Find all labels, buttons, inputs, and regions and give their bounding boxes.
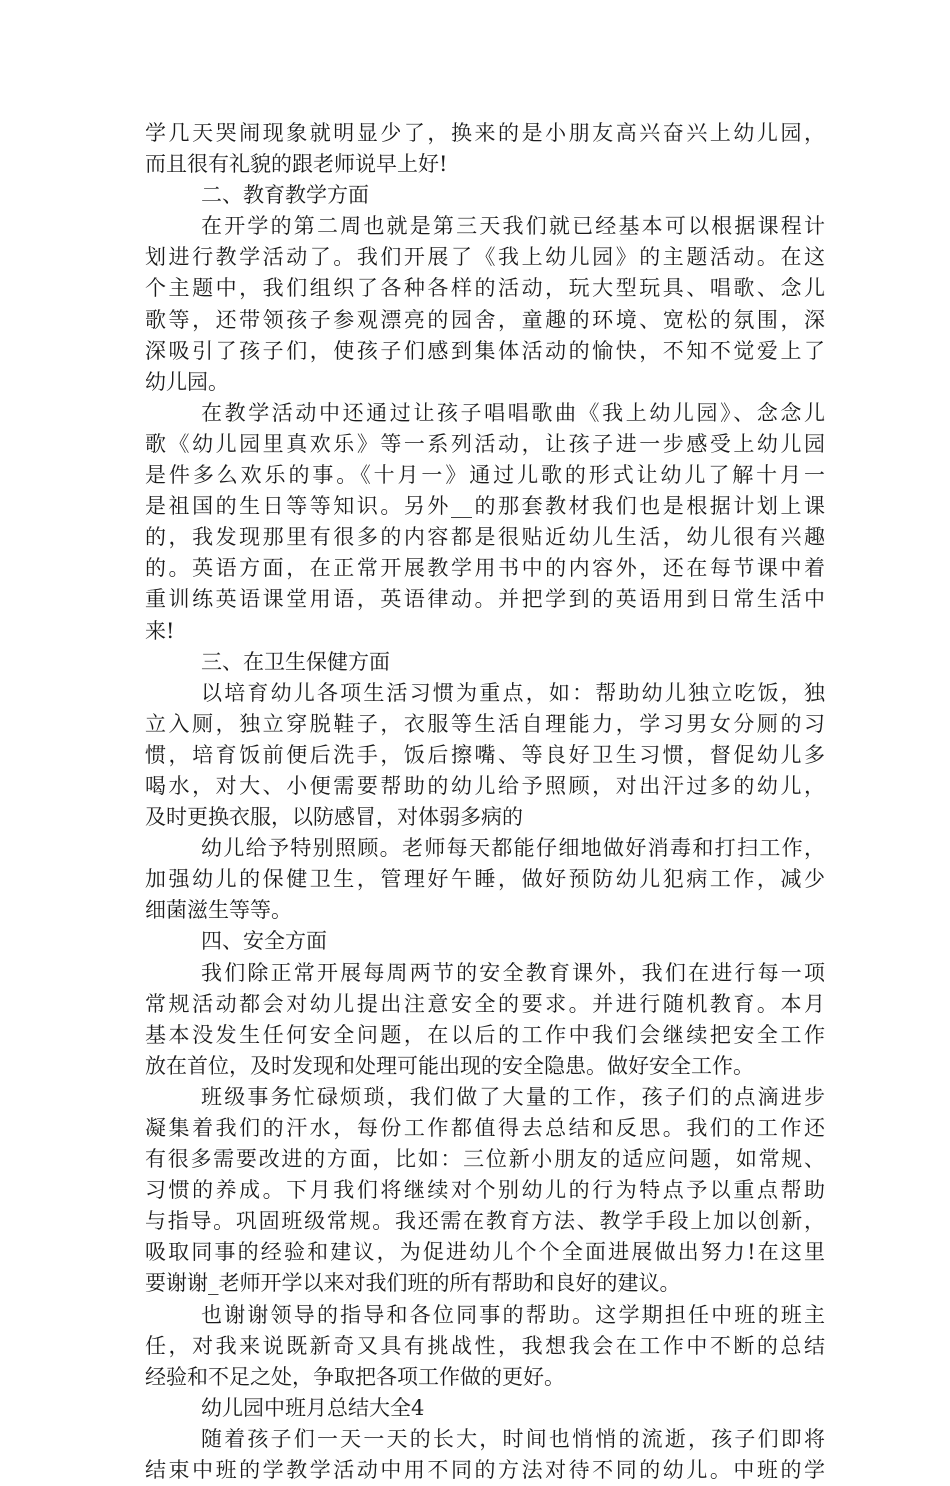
text-line: 及时更换衣服，以防感冒，对体弱多病的 xyxy=(145,805,523,830)
text-line: 歌等，还带领孩子参观漂亮的园舍，童趣的环境、宽松的氛围，深 xyxy=(145,307,825,332)
text-line: 幼儿园。 xyxy=(145,369,229,394)
text-line: 四、安全方面 xyxy=(201,929,327,954)
text-line: 三、在卫生保健方面 xyxy=(201,649,390,674)
text-line: 细菌滋生等等。 xyxy=(145,898,292,923)
text-line: 在教学活动中还通过让孩子唱唱歌曲《我上幼儿园》、念念儿 xyxy=(201,400,825,425)
text-line: 歌《幼儿园里真欢乐》等一系列活动，让孩子进一步感受上幼儿园 xyxy=(145,431,825,456)
text-line: 是件多么欢乐的事。《十月一》通过儿歌的形式让幼儿了解十月一 xyxy=(145,463,825,488)
text-line: 喝水，对大、小便需要帮助的幼儿给予照顾，对出汗过多的幼儿， xyxy=(145,773,825,798)
text-line: 惯，培育饭前便后洗手，饭后擦嘴、等良好卫生习惯，督促幼儿多 xyxy=(145,742,825,767)
text-line: 在开学的第二周也就是第三天我们就已经基本可以根据课程计 xyxy=(201,214,825,239)
text-line: 常规活动都会对幼儿提出注意安全的要求。并进行随机教育。本月 xyxy=(145,991,825,1016)
text-line: 以培育幼儿各项生活习惯为重点，如：帮助幼儿独立吃饭，独 xyxy=(201,680,825,705)
text-line: 来! xyxy=(145,618,175,643)
text-line: 经验和不足之处，争取把各项工作做的更好。 xyxy=(145,1364,565,1389)
text-line: 与指导。巩固班级常规。我还需在教育方法、教学手段上加以创新， xyxy=(145,1209,825,1234)
text-line: 我们除正常开展每周两节的安全教育课外，我们在进行每一项 xyxy=(201,960,825,985)
text-line: 有很多需要改进的方面，比如：三位新小朋友的适应问题，如常规、 xyxy=(145,1147,825,1172)
text-line: 深吸引了孩子们，使孩子们感到集体活动的愉快，不知不觉爱上了 xyxy=(145,338,825,363)
text-line: 凝集着我们的汗水，每份工作都值得去总结和反思。我们的工作还 xyxy=(145,1116,825,1140)
text-line: 随着孩子们一天一天的长大，时间也悄悄的流逝，孩子们即将 xyxy=(201,1426,825,1451)
text-line: 也谢谢领导的指导和各位同事的帮助。这学期担任中班的班主 xyxy=(201,1302,825,1327)
text-line: 加强幼儿的保健卫生，管理好午睡，做好预防幼儿犯病工作，减少 xyxy=(145,867,825,892)
text-line: 任，对我来说既新奇又具有挑战性，我想我会在工作中不断的总结 xyxy=(145,1333,825,1358)
text-line: 重训练英语课堂用语，英语律动。并把学到的英语用到日常生活中 xyxy=(145,587,825,612)
text-line: 而且很有礼貌的跟老师说早上好! xyxy=(145,152,448,177)
text-line: 个主题中，我们组织了各种各样的活动，玩大型玩具、唱歌、念儿 xyxy=(145,276,825,301)
text-line: 划进行教学活动了。我们开展了《我上幼儿园》的主题活动。在这 xyxy=(145,245,825,270)
text-line: 幼儿给予特别照顾。老师每天都能仔细地做好消毒和打扫工作， xyxy=(201,836,825,861)
text-line: 要谢谢_老师开学以来对我们班的所有帮助和良好的建议。 xyxy=(145,1271,681,1296)
text-line: 的。英语方面，在正常开展教学用书中的内容外，还在每节课中着 xyxy=(145,556,825,581)
text-line: 班级事务忙碌烦琐，我们做了大量的工作，孩子们的点滴进步 xyxy=(201,1084,825,1109)
text-line: 二、教育教学方面 xyxy=(201,183,369,208)
text-line: 结束中班的学教学活动中用不同的方法对待不同的幼儿。中班的学 xyxy=(145,1458,825,1483)
text-line: 立入厕，独立穿脱鞋子，衣服等生活自理能力，学习男女分厕的习 xyxy=(145,711,825,736)
text-line: 习惯的养成。下月我们将继续对个别幼儿的行为特点予以重点帮助 xyxy=(145,1178,825,1203)
text-line: 幼儿园中班月总结大全4 xyxy=(201,1395,425,1420)
text-line: 的，我发现那里有很多的内容都是很贴近幼儿生活，幼儿很有兴趣 xyxy=(145,525,825,550)
text-line: 学几天哭闹现象就明显少了，换来的是小朋友高兴奋兴上幼儿园， xyxy=(145,121,825,145)
text-line: 吸取同事的经验和建议，为促进幼儿个个全面进展做出努力!在这里 xyxy=(145,1240,825,1265)
text-line: 是祖国的生日等等知识。另外__的那套教材我们也是根据计划上课 xyxy=(145,494,825,519)
text-line: 基本没发生任何安全问题，在以后的工作中我们会继续把安全工作 xyxy=(145,1022,825,1047)
document-page xyxy=(145,118,825,1486)
text-line: 放在首位，及时发现和处理可能出现的安全隐患。做好安全工作。 xyxy=(145,1053,754,1078)
